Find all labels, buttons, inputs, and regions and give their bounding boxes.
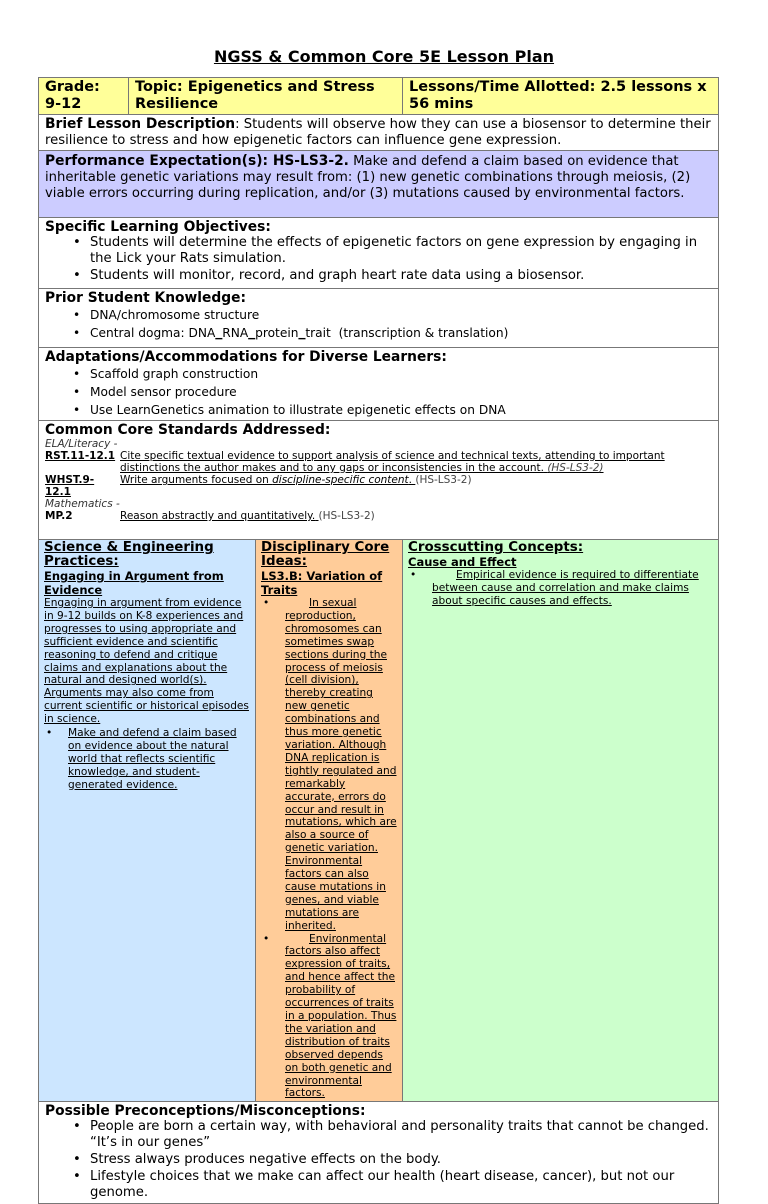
objectives-list [45,235,712,284]
common-core-cell [39,421,719,540]
crosscutting-title: Crosscutting Concepts: [408,540,584,555]
list-item: • Make and defend a claim based on evidence about the natural world that reflects scientific knowledge, and student-generated evidence. [44,727,250,792]
rst-text: Cite specific textual evidence to support analysis of science and technical texts, attending to important distinctions the author makes and to any gaps or inconsistencies in the account. [120,450,665,474]
dogma-rna: RNA [222,326,249,340]
description-row [39,115,719,151]
list-item: • Scaffold graph construction [73,365,712,383]
description-cell [39,115,719,151]
misconceptions-row [39,1102,719,1204]
objectives-title: Specific Learning Objectives: [45,219,271,235]
performance-label: Performance Expectation(s): HS-LS3-2. [45,153,349,169]
time-cell [403,78,719,115]
practices-text: Engaging in argument from evidence in 9-12 builds on K-8 experiences and progresses to using appropriate and sufficient evidence and scientific reasoning to defend and critique claims and explanations about the natural and designed world(s). Arguments may also come from current scientific or historical episodes in science. [44,597,249,726]
list-item: • Model sensor procedure [73,383,712,401]
lesson-plan-table [38,77,719,1204]
performance-text: Make and defend a claim based on evidence that inheritable genetic variations may result from: (1) new genetic combinations through meiosis, (2) viable errors occurring during replication, and/or (3) mutations caused by environmental factors. [45,154,691,201]
header-row [39,78,719,115]
list-item: • DNA/chromosome structure [73,306,712,324]
practices-cell [39,540,256,1102]
rst-code: RST.11-12.1 [45,450,116,462]
practices-list [44,727,250,792]
objectives-row [39,218,719,289]
ela-label: ELA/Literacy - [45,438,118,450]
three-column-row [39,540,719,1102]
practices-subtitle: Engaging in Argument from Evidence [44,569,224,597]
rst-ref: (HS-LS3-2) [547,462,604,474]
core-ideas-title: Disciplinary Core Ideas: [261,540,390,569]
objectives-cell [39,218,719,289]
standard-rst [45,450,712,474]
misconceptions-cell [39,1102,719,1204]
list-item [261,933,397,1101]
list-item: • People are born a certain way, with behavioral and personality traits that cannot be changed. “It’s in our genes” [73,1119,712,1151]
math-label: Mathematics - [45,498,120,510]
grade-cell [39,78,129,115]
dogma-dna: Central dogma: DNA [90,326,216,340]
whst-code: WHST.9-12.1 [45,474,95,498]
list-item: • Use LearnGenetics animation to illustrate epigenetic effects on DNA [73,401,712,419]
grade-label: Grade: [45,79,100,95]
common-core-row [39,421,719,540]
adaptations-cell [39,348,719,421]
core-idea-text: Environmental factors also affect expression of traits, and hence affect the probability of occurrences of traits in a population. Thus the variation and distribution of traits observed depends on both genetic and environmental factors. [285,932,397,1100]
page-title: NGSS & Common Core 5E Lesson Plan [213,47,555,66]
common-core-title: Common Core Standards Addressed: [45,422,331,438]
list-item [261,597,397,933]
core-ideas-subtitle: LS3.B: Variation of Traits [261,569,383,597]
list-item [408,569,713,608]
dogma-protein: protein [255,326,299,340]
dogma-suffix: (transcription & translation) [338,326,509,340]
performance-row [39,151,719,218]
list-item: • Students will determine the effects of epigenetic factors on gene expression by engaging in the Lick your Rats simulation. [73,235,712,267]
misconceptions-list [45,1119,712,1201]
list-item: • Stress always produces negative effects on the body. [73,1152,712,1168]
performance-cell [39,151,719,218]
adaptations-title: Adaptations/Accommodations for Diverse Learners: [45,349,447,365]
standard-whst [45,474,712,498]
time-text: Lessons/Time Allotted: 2.5 lessons x 56 mins [409,79,707,112]
misconceptions-title: Possible Preconceptions/Misconceptions: [45,1103,366,1120]
practices-title: Science & Engineering Practices: [44,540,214,569]
standard-mp [45,510,712,522]
crosscutting-cell [403,540,719,1102]
mp-ref: (HS-LS3-2) [318,510,375,522]
prior-knowledge-cell [39,289,719,348]
mp-text: Reason abstractly and quantitatively. [120,510,316,522]
crosscutting-list [408,569,713,608]
list-item [73,324,712,344]
whst-text-em: discipline-specific content [272,474,409,486]
prior-knowledge-title: Prior Student Knowledge: [45,290,246,306]
topic-text: Topic: Epigenetics and Stress Resilience [135,79,375,112]
description-label: Brief Lesson Description [45,116,236,132]
adaptations-list [45,365,712,419]
prior-knowledge-row [39,289,719,348]
arrow-icon: ▁ [215,330,223,340]
core-ideas-cell [256,540,403,1102]
adaptations-row [39,348,719,421]
core-idea-text: In sexual reproduction, chromosomes can sometimes swap sections during the process of meiosis (cell division), thereby creating new genetic combinations and thus more genetic variation. Although DNA replication is tightly regulated and remarkably accurate, errors do occur and result in mutations, which are also a source of genetic variation. Environmental factors can also cause mutations in genes, and viable mutations are inherited. [285,597,397,932]
core-ideas-list [261,597,397,1100]
prior-knowledge-list [45,306,712,344]
crosscutting-text: Empirical evidence is required to differentiate between cause and correlation and make claims about specific causes and effects. [432,569,699,607]
description-text: : Students will observe how they can use a biosensor to determine their resilience to stress and how epigenetic factors can influence gene expression. [45,117,711,148]
topic-cell [129,78,403,115]
list-item: • Lifestyle choices that we make can affect our health (heart disease, cancer), but not our genome. [73,1169,712,1201]
arrow-icon: ▁ [248,330,256,340]
whst-text-b: . [408,474,412,486]
whst-text-a: Write arguments focused on [120,474,273,486]
arrow-icon: ▁ [298,330,306,340]
mp-code: MP.2 [45,510,73,522]
list-item: • Students will monitor, record, and graph heart rate data using a biosensor. [73,268,712,284]
common-core-standards [45,438,712,522]
crosscutting-subtitle: Cause and Effect [408,555,517,569]
dogma-trait: trait [305,326,331,340]
whst-ref: (HS-LS3-2) [415,474,472,486]
grade-value: 9-12 [45,96,82,112]
